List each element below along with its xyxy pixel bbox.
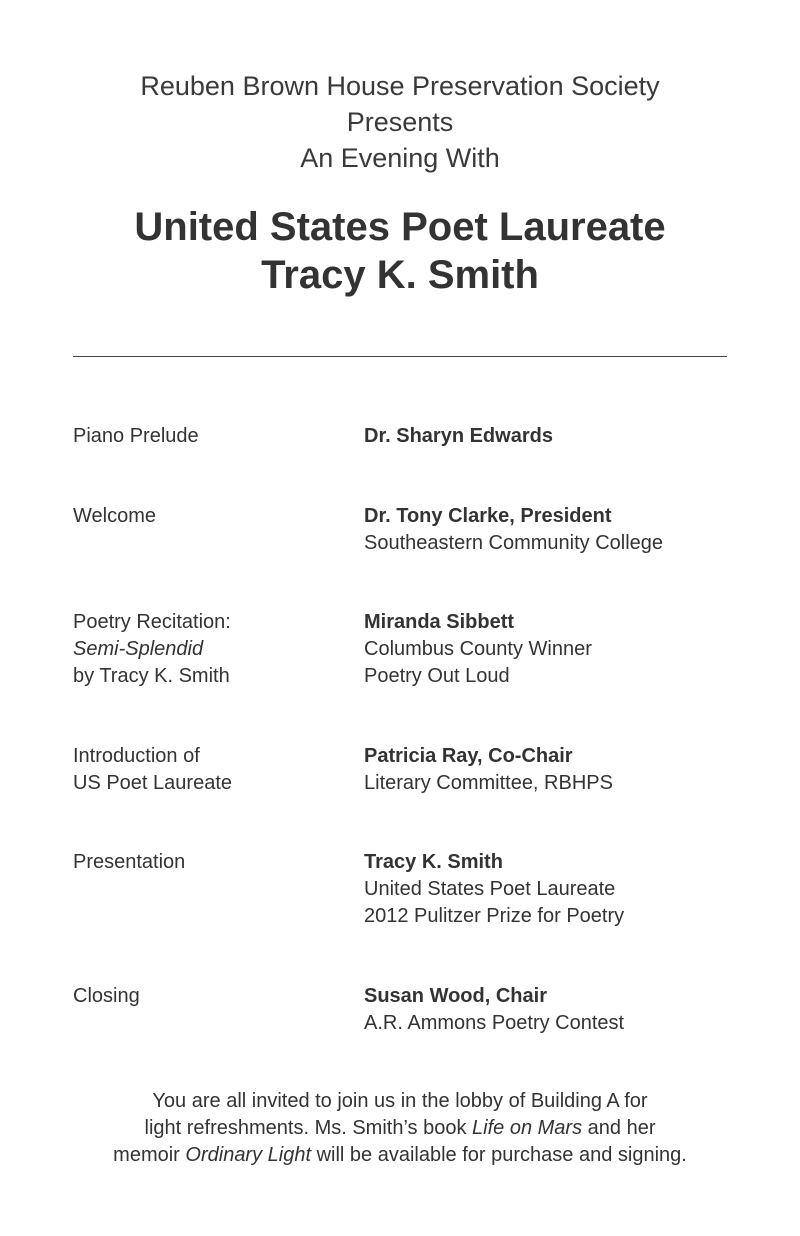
program-item-performer — [364, 743, 764, 797]
program-item-performer — [364, 609, 764, 690]
program-item-label — [73, 849, 343, 876]
label-line: Piano Prelude — [73, 425, 199, 447]
invitation-text: memoir — [113, 1144, 186, 1166]
memoir-title: Ordinary Light — [185, 1144, 312, 1166]
title-line-2: Tracy K. Smith — [261, 253, 539, 297]
evening-with-text: An Evening With — [300, 143, 500, 173]
program-item-label — [73, 423, 343, 450]
program-item-performer — [364, 503, 764, 557]
label-line: by Tracy K. Smith — [73, 665, 230, 687]
poem-title: Semi-Splendid — [73, 638, 204, 660]
label-line: Presentation — [73, 851, 186, 873]
invitation-line-1: You are all invited to join us in the lobby of Building A for — [152, 1090, 648, 1112]
performer-name: Patricia Ray, Co-Chair — [364, 745, 573, 767]
performer-detail: Poetry Out Loud — [364, 665, 510, 687]
invitation-text: and her — [582, 1117, 656, 1139]
label-line: Poetry Recitation: — [73, 611, 231, 633]
book-title: Life on Mars — [472, 1117, 583, 1139]
program-item-performer — [364, 423, 764, 450]
performer-detail: A.R. Ammons Poetry Contest — [364, 1012, 625, 1034]
program-item-label — [73, 609, 343, 690]
program-item-label — [73, 503, 343, 530]
program-item-label — [73, 983, 343, 1010]
performer-detail: Literary Committee, RBHPS — [364, 772, 613, 794]
program-item-performer — [364, 983, 764, 1037]
event-title — [0, 203, 800, 299]
performer-detail: Columbus County Winner — [364, 638, 592, 660]
program-item-label — [73, 743, 343, 797]
invitation-note — [0, 1088, 800, 1169]
performer-detail: Southeastern Community College — [364, 532, 664, 554]
label-line: Welcome — [73, 505, 156, 527]
program-header — [0, 68, 800, 176]
performer-detail: United States Poet Laureate — [364, 878, 616, 900]
performer-name: Dr. Sharyn Edwards — [364, 425, 553, 447]
label-line: US Poet Laureate — [73, 772, 232, 794]
program-item-performer — [364, 849, 764, 930]
performer-name: Susan Wood, Chair — [364, 985, 547, 1007]
organization-name: Reuben Brown House Preservation Society — [140, 71, 660, 101]
performer-name: Dr. Tony Clarke, President — [364, 505, 612, 527]
invitation-text: light refreshments. Ms. Smith’s book — [144, 1117, 473, 1139]
title-line-1: United States Poet Laureate — [134, 205, 666, 249]
label-line: Introduction of — [73, 745, 200, 767]
invitation-line-2 — [0, 1115, 800, 1142]
performer-name: Miranda Sibbett — [364, 611, 515, 633]
divider — [73, 356, 727, 357]
performer-detail: 2012 Pulitzer Prize for Poetry — [364, 905, 625, 927]
presents-text: Presents — [346, 107, 454, 137]
label-line: Closing — [73, 985, 140, 1007]
invitation-line-3 — [0, 1142, 800, 1169]
performer-name: Tracy K. Smith — [364, 851, 503, 873]
invitation-text: will be available for purchase and signing. — [311, 1144, 687, 1166]
